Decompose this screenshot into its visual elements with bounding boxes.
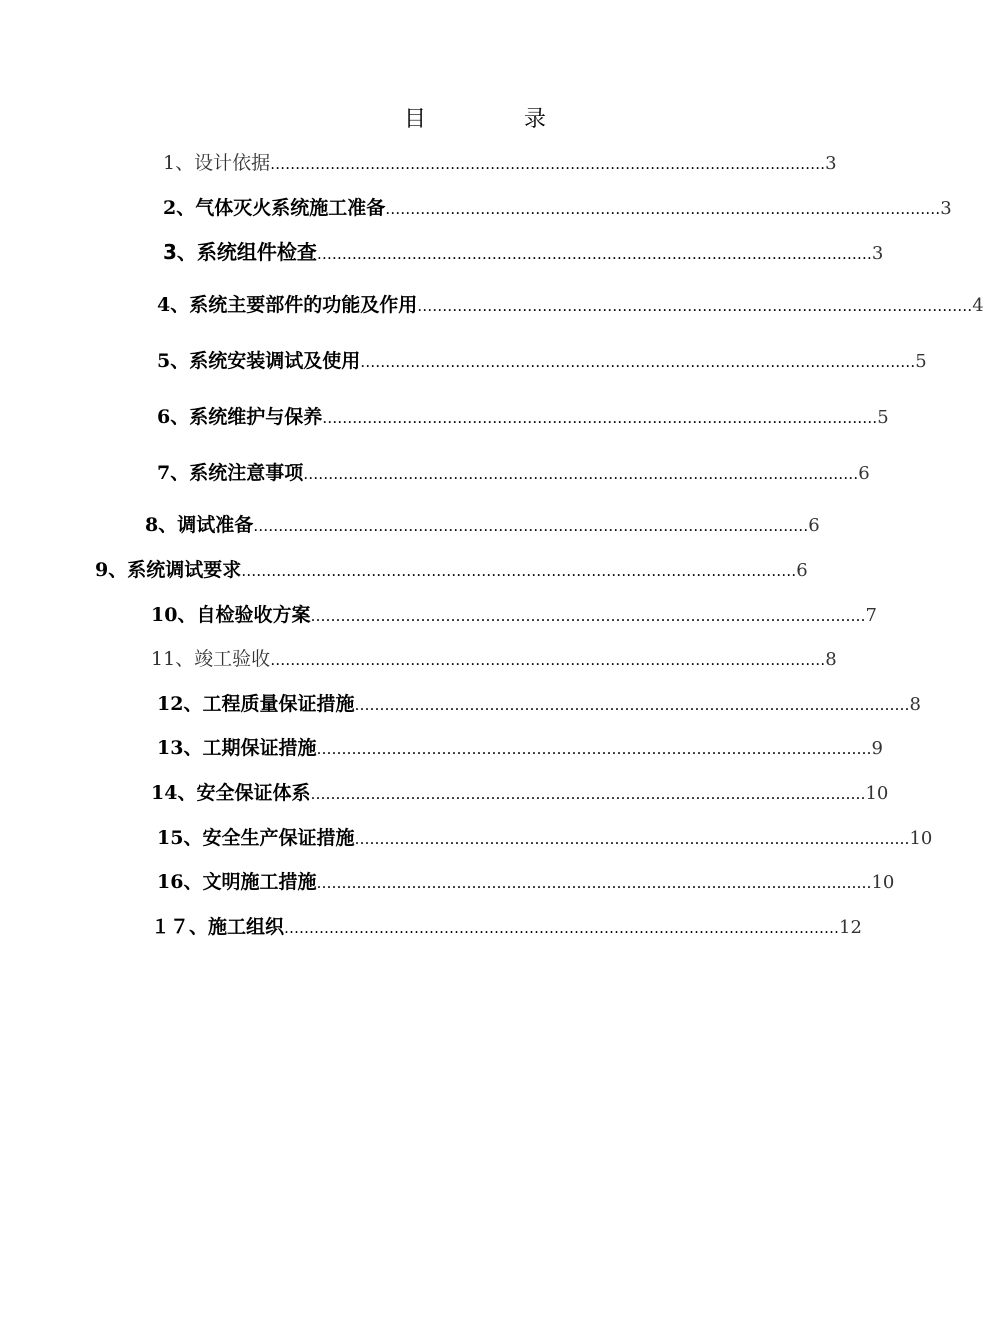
toc-entry[interactable] xyxy=(157,347,927,375)
toc-entry-label: 8、调试准备 xyxy=(145,514,254,536)
toc-entry[interactable] xyxy=(163,238,884,266)
toc-entry[interactable] xyxy=(95,556,808,584)
toc-entry-label: 1、设计依据 xyxy=(163,152,271,174)
toc-entry-label: 16、文明施工措施 xyxy=(157,871,317,893)
toc-page-number: 6 xyxy=(858,463,870,484)
toc-page-number: 6 xyxy=(808,515,820,536)
toc-entry-label: 6、系统维护与保养 xyxy=(157,406,323,428)
toc-leader: ………………………………………………………………………………………………… xyxy=(385,200,941,218)
toc-entry-label: 5、系统安装调试及使用 xyxy=(157,350,361,372)
toc-page-number: 8 xyxy=(909,694,921,715)
toc-leader: ………………………………………………………………………………………………… xyxy=(360,353,916,371)
toc-entry[interactable] xyxy=(157,403,889,431)
toc-leader: ………………………………………………………………………………………………… xyxy=(417,297,973,315)
toc-page-number: 12 xyxy=(839,917,862,938)
toc-entry-label: 13、工期保证措施 xyxy=(157,737,317,759)
toc-entry[interactable] xyxy=(163,194,952,222)
toc-leader: ………………………………………………………………………………………………… xyxy=(316,740,872,758)
toc-entry-label: 15、安全生产保证措施 xyxy=(157,827,355,849)
toc-entry[interactable] xyxy=(151,601,877,629)
toc-page-number: 3 xyxy=(825,153,837,174)
toc-page-number: 10 xyxy=(909,828,933,849)
toc-page-number: 7 xyxy=(865,605,877,626)
toc-entry[interactable] xyxy=(145,511,820,539)
toc-page-number: 9 xyxy=(871,738,883,759)
toc-entry[interactable] xyxy=(157,690,921,718)
toc-entry-label: 12、工程质量保证措施 xyxy=(157,693,355,715)
toc-entry[interactable] xyxy=(157,291,984,319)
toc-leader: ………………………………………………………………………………………………… xyxy=(354,830,910,848)
toc-entry[interactable] xyxy=(157,824,933,852)
toc-leader: ………………………………………………………………………………………………… xyxy=(303,465,859,483)
toc-leader: ………………………………………………………………………………………………… xyxy=(284,919,840,937)
toc-title: 目 录 xyxy=(403,107,584,132)
toc-entry[interactable] xyxy=(157,734,883,762)
toc-entry-label: 4、系统主要部件的功能及作用 xyxy=(157,294,418,316)
toc-leader: ………………………………………………………………………………………………… xyxy=(310,785,866,803)
toc-page-number: 5 xyxy=(877,407,889,428)
toc-entry-label: 3、系统组件检查 xyxy=(163,240,317,264)
toc-leader: ………………………………………………………………………………………………… xyxy=(270,651,826,669)
toc-entry[interactable] xyxy=(157,868,895,896)
toc-leader: ………………………………………………………………………………………………… xyxy=(253,517,809,535)
toc-entry[interactable] xyxy=(151,645,837,673)
toc-page-number: 5 xyxy=(915,351,927,372)
toc-leader: ………………………………………………………………………………………………… xyxy=(310,607,866,625)
toc-entry[interactable] xyxy=(151,913,862,941)
toc-leader: ………………………………………………………………………………………………… xyxy=(354,696,910,714)
toc-page-number: 10 xyxy=(871,872,895,893)
toc-entry[interactable] xyxy=(163,149,837,177)
toc-entry[interactable] xyxy=(157,459,870,487)
toc-entry-label: 14、安全保证体系 xyxy=(151,782,311,804)
toc-leader: ………………………………………………………………………………………………… xyxy=(316,245,872,263)
toc-page-number: 3 xyxy=(940,198,952,219)
toc-leader: ………………………………………………………………………………………………… xyxy=(270,155,826,173)
toc-entry-label: 9、系统调试要求 xyxy=(95,559,242,581)
toc-entry-label: 7、系统注意事项 xyxy=(157,462,304,484)
toc-page-number: 4 xyxy=(972,295,984,316)
toc-entry-label: 11、竣工验收 xyxy=(151,648,271,670)
toc-page-number: 8 xyxy=(825,649,837,670)
toc-page-number: 6 xyxy=(796,560,808,581)
toc-entry-label: 10、自检验收方案 xyxy=(151,604,311,626)
toc-leader: ………………………………………………………………………………………………… xyxy=(241,562,797,580)
toc-page-number: 3 xyxy=(871,243,884,264)
toc-entry-label: １７、施工组织 xyxy=(151,916,285,938)
toc-leader: ………………………………………………………………………………………………… xyxy=(322,409,878,427)
toc-entry-label: 2、气体灭火系统施工准备 xyxy=(163,197,386,219)
toc-leader: ………………………………………………………………………………………………… xyxy=(316,874,872,892)
toc-entry[interactable] xyxy=(151,779,889,807)
toc-page-number: 10 xyxy=(865,783,889,804)
